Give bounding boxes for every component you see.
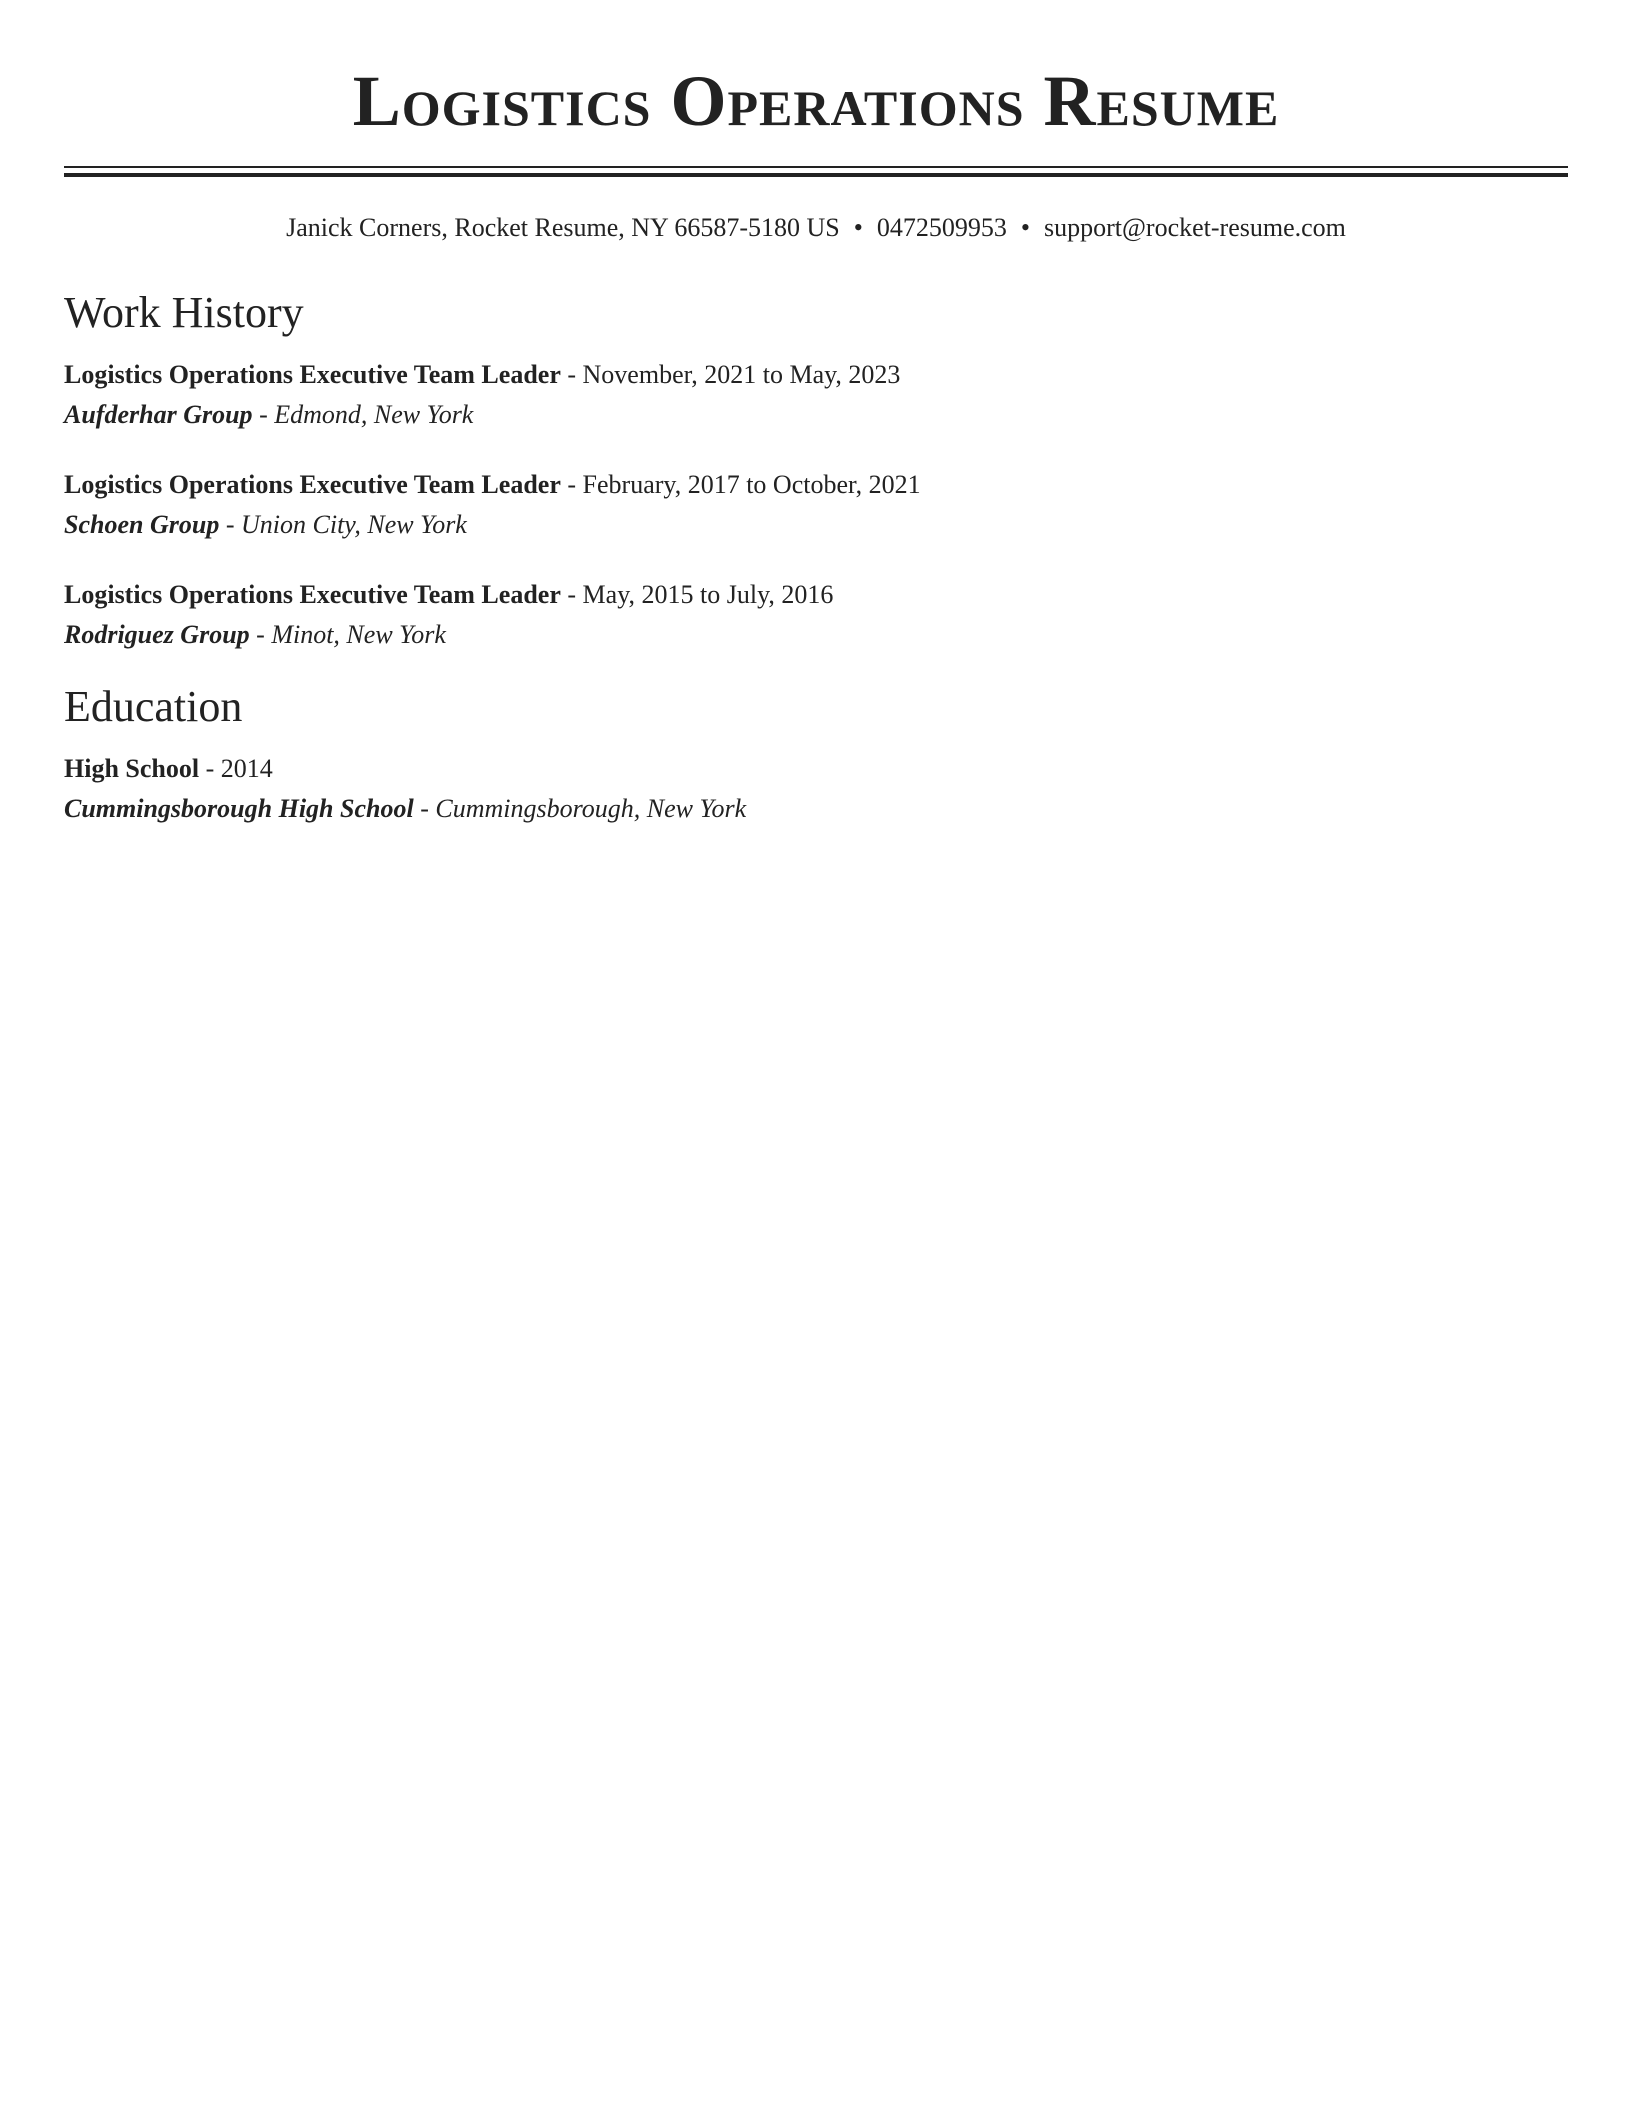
education-list bbox=[64, 749, 1568, 829]
education-school-line: Cummingsborough High School - Cummingsborough, New York bbox=[64, 794, 747, 823]
job-dates: November, 2021 to May, 2023 bbox=[582, 360, 901, 389]
work-entry-title-line: Logistics Operations Executive Team Leader - May, 2015 to July, 2016 bbox=[64, 580, 834, 609]
work-entry bbox=[64, 355, 1568, 435]
work-entry bbox=[64, 575, 1568, 655]
job-role: Logistics Operations Executive Team Leader bbox=[64, 470, 561, 499]
company-name: Rodriguez Group bbox=[64, 620, 250, 649]
contact-address: Janick Corners, Rocket Resume, NY 66587-5180 US bbox=[286, 213, 840, 242]
graduation-year: 2014 bbox=[220, 754, 273, 783]
work-history-list bbox=[64, 355, 1568, 655]
company-location: Edmond, New York bbox=[274, 400, 474, 429]
work-entry-title-line: Logistics Operations Executive Team Leader - February, 2017 to October, 2021 bbox=[64, 470, 921, 499]
job-role: Logistics Operations Executive Team Leader bbox=[64, 360, 561, 389]
contact-separator: • bbox=[1020, 213, 1030, 242]
title-divider bbox=[64, 166, 1568, 177]
education-entry bbox=[64, 749, 1568, 829]
contact-email: support@rocket-resume.com bbox=[1043, 213, 1346, 242]
contact-line bbox=[64, 211, 1568, 245]
degree-name: High School bbox=[64, 754, 200, 783]
company-location: Minot, New York bbox=[271, 620, 446, 649]
work-entry-company-line: Aufderhar Group - Edmond, New York bbox=[64, 400, 474, 429]
company-name: Schoen Group bbox=[64, 510, 220, 539]
job-role: Logistics Operations Executive Team Leader bbox=[64, 580, 561, 609]
school-name: Cummingsborough High School bbox=[64, 794, 414, 823]
work-entry bbox=[64, 465, 1568, 545]
contact-separator: • bbox=[853, 213, 863, 242]
education-heading: Education bbox=[64, 682, 243, 731]
education-degree-line: High School - 2014 bbox=[64, 754, 273, 783]
company-name: Aufderhar Group bbox=[64, 400, 253, 429]
work-entry-company-line: Rodriguez Group - Minot, New York bbox=[64, 620, 446, 649]
work-entry-company-line: Schoen Group - Union City, New York bbox=[64, 510, 467, 539]
work-history-heading: Work History bbox=[64, 288, 304, 337]
contact-phone: 0472509953 bbox=[876, 213, 1007, 242]
company-location: Union City, New York bbox=[241, 510, 467, 539]
job-dates: February, 2017 to October, 2021 bbox=[582, 470, 921, 499]
resume-title: Logistics Operations Resume bbox=[352, 61, 1280, 141]
work-entry-title-line: Logistics Operations Executive Team Leader - November, 2021 to May, 2023 bbox=[64, 360, 901, 389]
job-dates: May, 2015 to July, 2016 bbox=[582, 580, 834, 609]
school-location: Cummingsborough, New York bbox=[435, 794, 747, 823]
